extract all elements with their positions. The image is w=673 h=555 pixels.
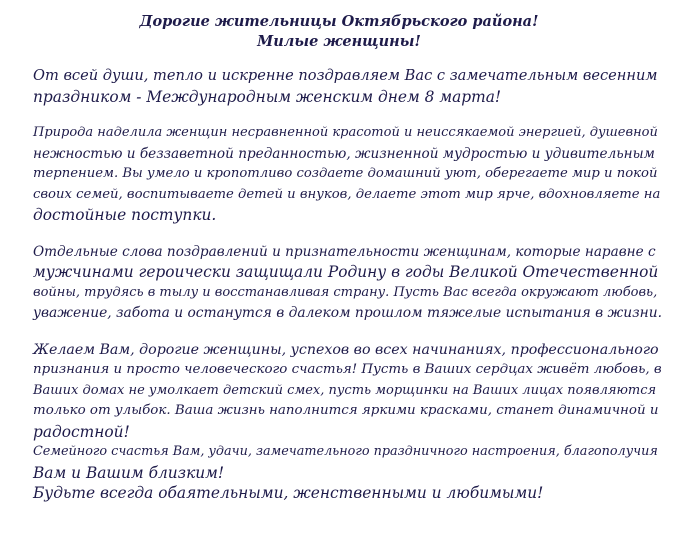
text-line: только от улыбок. Ваша жизнь наполнится яркими красками, станет динамичной и bbox=[33, 403, 659, 418]
text-line: уважение, забота и останутся в далеком прошлом тяжелые испытания в жизни. bbox=[33, 305, 662, 321]
text-line: мужчинами героически защищали Родину в годы Великой Отечественной bbox=[33, 263, 659, 281]
text-line: достойные поступки. bbox=[33, 206, 217, 224]
text-line: Отдельные слова поздравлений и признательности женщинам, которые наравне с bbox=[33, 243, 656, 260]
paragraph-nature bbox=[33, 123, 661, 226]
heading-line-2: Милые женщины! bbox=[257, 33, 421, 50]
text-line: Вам и Вашим близким! bbox=[33, 463, 225, 482]
text-line: радостной! bbox=[33, 422, 130, 441]
text-line: войны, трудясь в тылу и восстанавливая страну. Пусть Вас всегда окружают любовь, bbox=[33, 284, 658, 300]
text-line: терпением. Вы умело и кропотливо создаете домашний уют, оберегаете мир и покой bbox=[33, 166, 658, 181]
text-line: признания и просто человеческого счастья! Пусть в Ваших сердцах живёт любовь, в bbox=[33, 362, 662, 377]
heading-line-1: Дорогие жительницы Октябрьского района! bbox=[139, 13, 539, 30]
text-line: нежностью и беззаветной преданностью, жизненной мудростью и удивительным bbox=[33, 145, 655, 162]
text-line: Будьте всегда обаятельными, женственными и любимыми! bbox=[33, 484, 544, 502]
paragraph-veterans bbox=[33, 242, 662, 324]
text-line: От всей души, тепло и искренне поздравляем Вас с замечательным весенним bbox=[33, 67, 658, 84]
paragraph-greeting bbox=[33, 66, 658, 107]
text-line: своих семей, воспитываете детей и внуков, делаете этот мир ярче, вдохновляете на bbox=[33, 186, 661, 202]
text-line: Желаем Вам, дорогие женщины, успехов во всех начинаниях, профессионального bbox=[33, 341, 659, 358]
text-line: праздником - Международным женским днем 8 марта! bbox=[33, 87, 502, 106]
letter-heading bbox=[33, 12, 645, 52]
text-line: Семейного счастья Вам, удачи, замечательного праздничного настроения, благополучия bbox=[33, 444, 658, 459]
text-line: Природа наделила женщин несравненной красотой и неиссякаемой энергией, душевной bbox=[33, 125, 658, 140]
paragraph-wishes bbox=[33, 340, 662, 504]
text-line: Ваших домах не умолкает детский смех, пусть морщинки на Ваших лицах появляются bbox=[33, 382, 657, 398]
